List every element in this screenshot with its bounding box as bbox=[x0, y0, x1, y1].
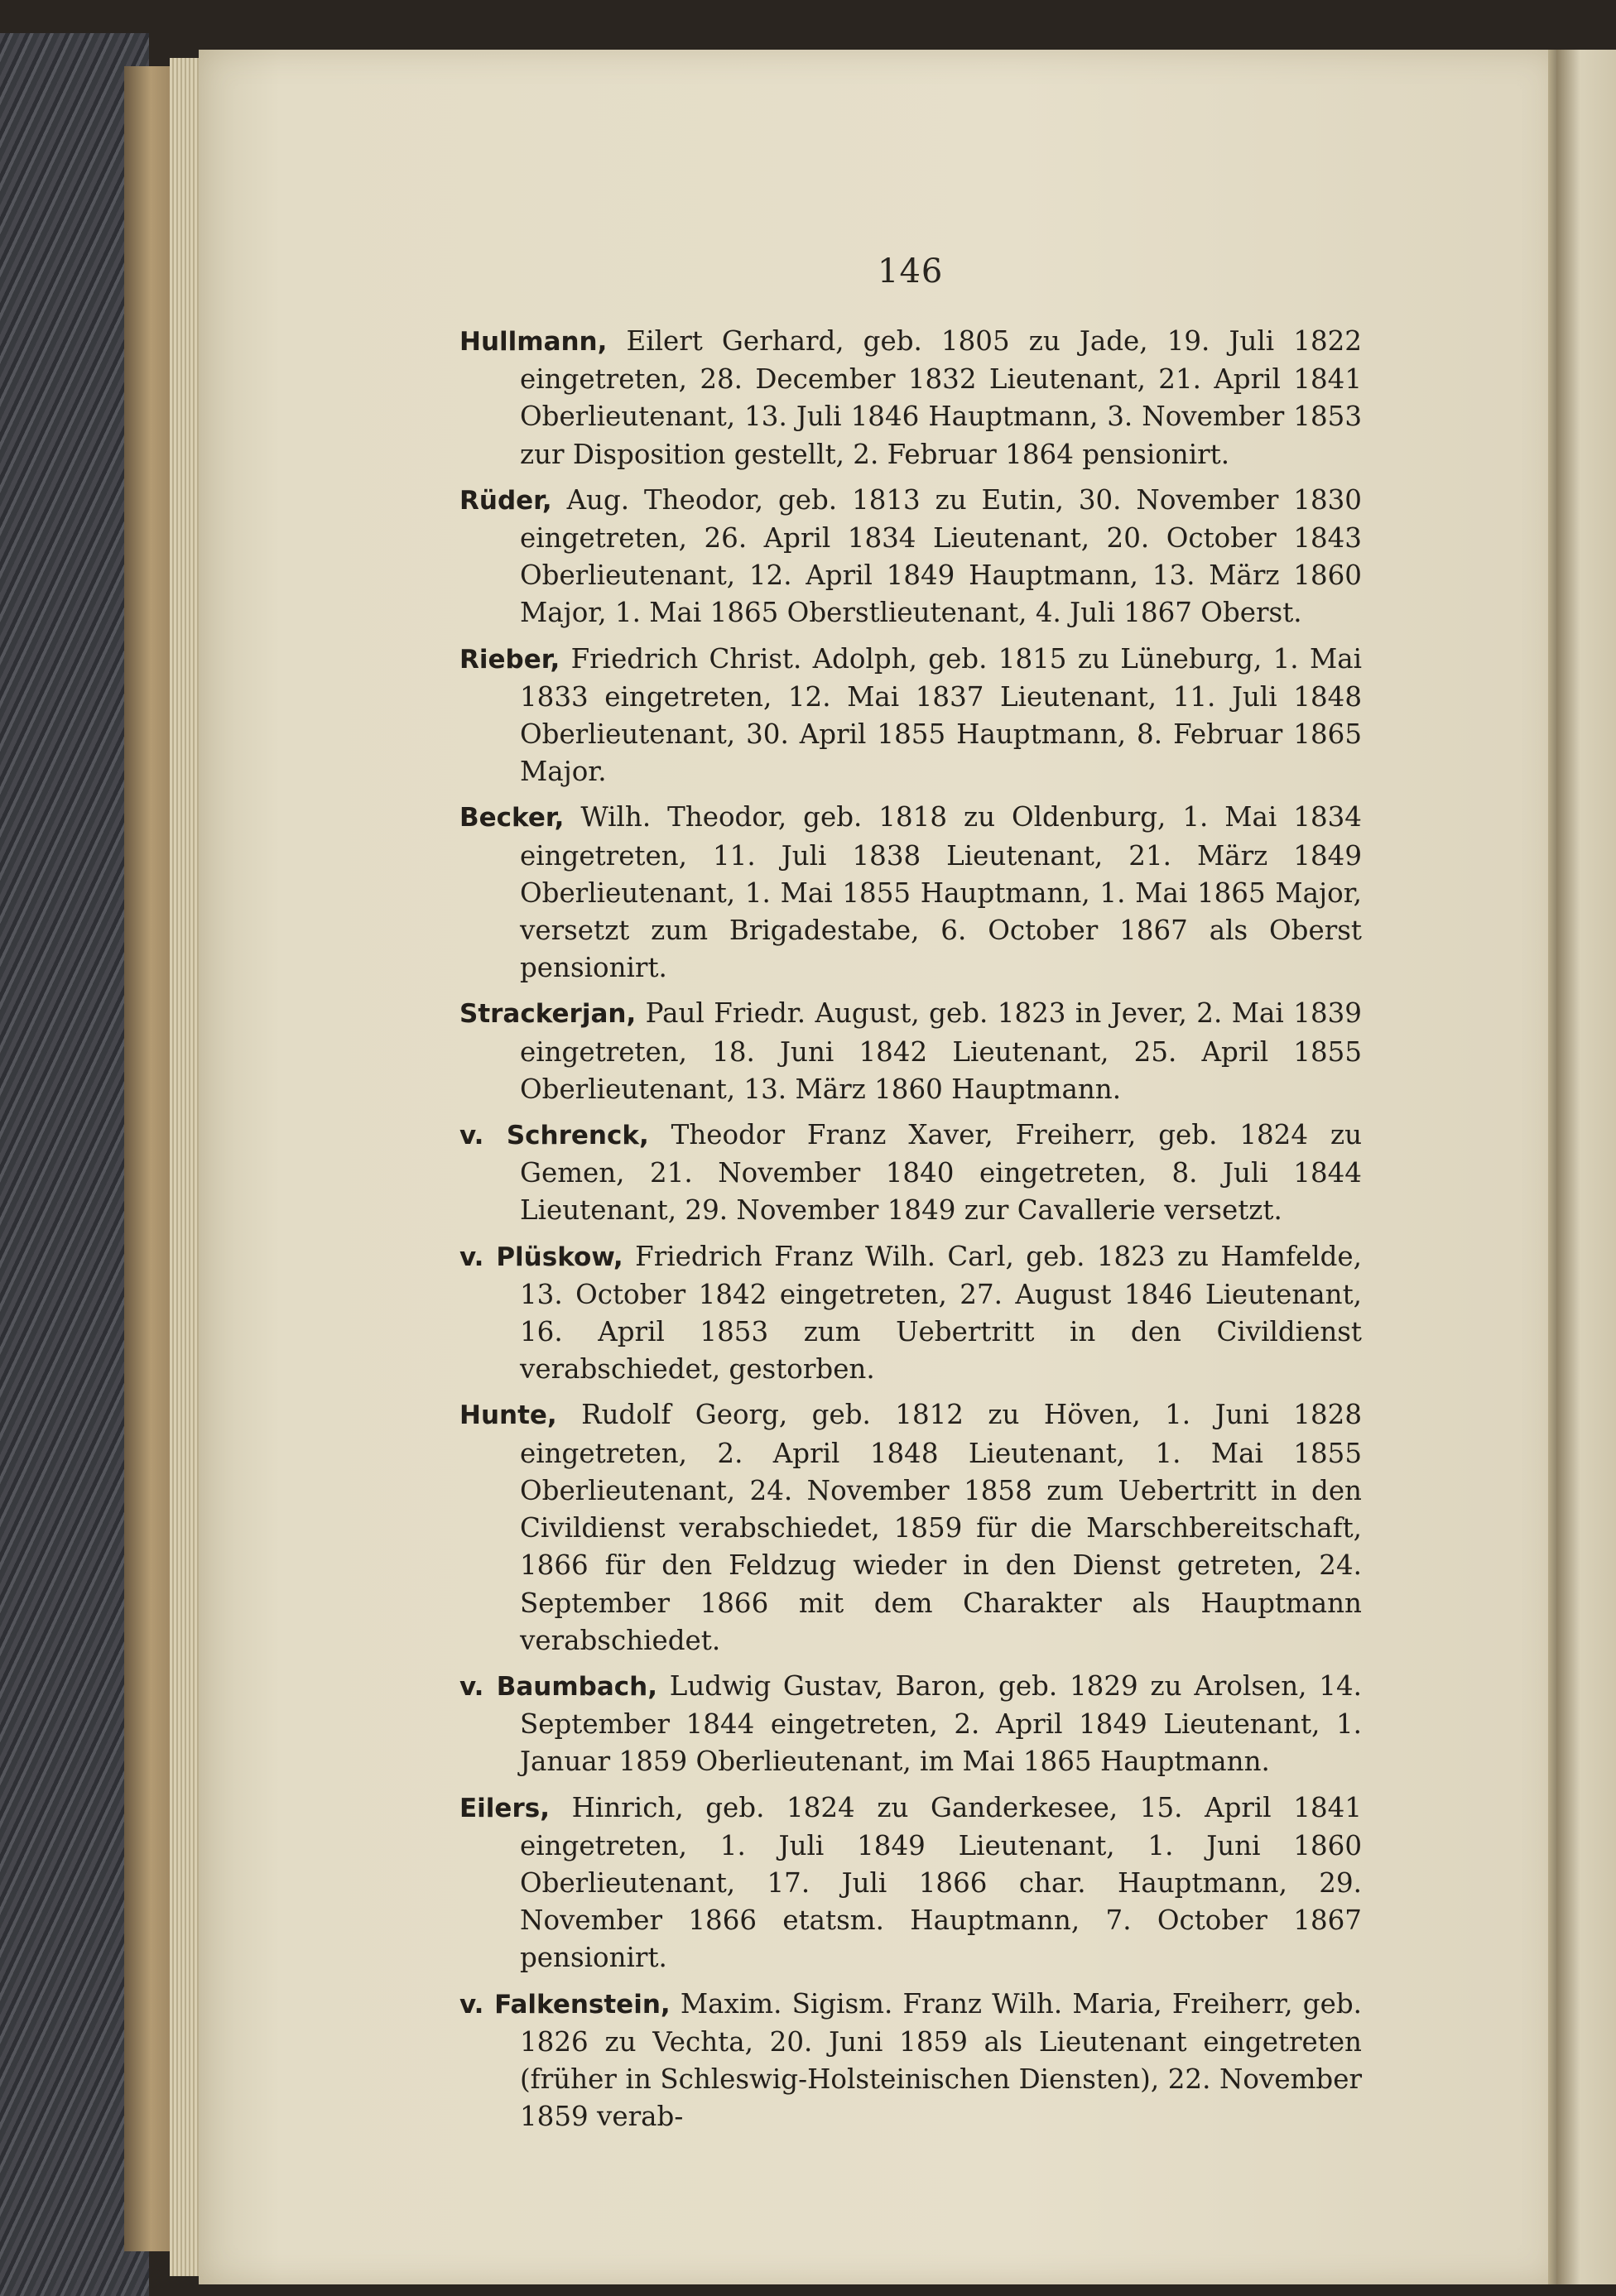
entry-text: Paul Friedr. August, geb. 1823 in Jever, 2. Mai 1839 eingetreten, 18. Juni 1842 Lieutenant, 25. April 1855 Oberlieutenant, 13. März 1860 Hauptmann. bbox=[520, 997, 1362, 1105]
entry-text: Hinrich, geb. 1824 zu Ganderkesee, 15. April 1841 eingetreten, 1. Juli 1849 Lieutenant, 1. Juni 1860 Oberlieutenant, 17. Juli 1866 char. Hauptmann, 29. November 1866 etatsm. Hauptmann, 7. October 1867 pensionirt. bbox=[520, 1791, 1362, 1974]
entry-text: Theodor Franz Xaver, Freiherr, geb. 1824 zu Gemen, 21. November 1840 eingetreten, 8. Juli 1844 Lieutenant, 29. November 1849 zur Cavallerie versetzt. bbox=[520, 1119, 1362, 1227]
entry-text: Friedrich Christ. Adolph, geb. 1815 zu Lüneburg, 1. Mai 1833 eingetreten, 12. Mai 1837 Lieutenant, 11. Juli 1848 Oberlieutenant, 30. April 1855 Hauptmann, 8. Februar 1865 Major. bbox=[520, 642, 1362, 788]
entry bbox=[459, 995, 1362, 1108]
entry bbox=[459, 1238, 1362, 1389]
entry bbox=[459, 799, 1362, 987]
entry-name: Hunte, bbox=[459, 1400, 557, 1431]
entry-name: v. Plüskow, bbox=[459, 1242, 623, 1272]
entry-text: Friedrich Franz Wilh. Carl, geb. 1823 zu Hamfelde, 13. October 1842 eingetreten, 27. August 1846 Lieutenant, 16. April 1853 zum Uebertritt in den Civildienst verabschiedet, gestorben. bbox=[520, 1240, 1362, 1386]
entry bbox=[459, 482, 1362, 632]
entry-name: Becker, bbox=[459, 803, 565, 833]
page-text bbox=[459, 323, 1362, 2144]
entry bbox=[459, 641, 1362, 791]
entry-name: Hullmann, bbox=[459, 327, 608, 357]
entry-name: v. Schrenck, bbox=[459, 1121, 649, 1151]
entry bbox=[459, 1986, 1362, 2136]
entry-name: v. Baumbach, bbox=[459, 1671, 657, 1702]
entry-name: Rüder, bbox=[459, 485, 552, 516]
entry-text: Ludwig Gustav, Baron, geb. 1829 zu Arolsen, 14. September 1844 eingetreten, 2. April 1849 Lieutenant, 1. Januar 1859 Oberlieutenant, im Mai 1865 Hauptmann. bbox=[520, 1669, 1362, 1778]
entry-name: Eilers, bbox=[459, 1793, 550, 1823]
entry bbox=[459, 323, 1362, 473]
entry-text: Wilh. Theodor, geb. 1818 zu Oldenburg, 1. Mai 1834 eingetreten, 11. Juli 1838 Lieutenant, 21. März 1849 Oberlieutenant, 1. Mai 1855 Hauptmann, 1. Mai 1865 Major, versetzt zum Brigadestabe, 6. October 1867 als Oberst pensionirt. bbox=[520, 801, 1362, 984]
entry-text: Aug. Theodor, geb. 1813 zu Eutin, 30. November 1830 eingetreten, 26. April 1834 Lieutenant, 20. October 1843 Oberlieutenant, 12. April 1849 Hauptmann, 13. März 1860 Major, 1. Mai 1865 Oberstlieutenant, 4. Juli 1867 Oberst. bbox=[520, 483, 1362, 629]
entry bbox=[459, 1668, 1362, 1781]
entry bbox=[459, 1396, 1362, 1659]
entry-text: Rudolf Georg, geb. 1812 zu Höven, 1. Juni 1828 eingetreten, 2. April 1848 Lieutenant, 1. Mai 1855 Oberlieutenant, 24. November 1858 zum Uebertritt in den Civildienst verabschiedet, 1859 für die Marschbereitschaft, 1866 für den Feldzug wieder in den Dienst getreten, 24. September 1866 mit dem Charakter als Hauptmann verabschiedet. bbox=[520, 1399, 1362, 1656]
entry bbox=[459, 1789, 1362, 1977]
entry-name: Strackerjan, bbox=[459, 999, 637, 1030]
entry-text: Eilert Gerhard, geb. 1805 zu Jade, 19. Juli 1822 eingetreten, 28. December 1832 Lieutenant, 21. April 1841 Oberlieutenant, 13. Juli 1846 Hauptmann, 3. November 1853 zur Disposition gestellt, 2. Februar 1864 pensionirt. bbox=[520, 325, 1362, 470]
entry-name: v. Falkenstein, bbox=[459, 1989, 671, 2020]
facing-page-edge bbox=[1556, 50, 1616, 2284]
entry-name: Rieber, bbox=[459, 644, 560, 675]
entry bbox=[459, 1117, 1362, 1230]
entry-text: Maxim. Sigism. Franz Wilh. Maria, Freiherr, geb. 1826 zu Vechta, 20. Juni 1859 als Lieutenant eingetreten (früher in Schleswig-Holsteinischen Diensten), 22. November 1859 verab- bbox=[520, 1987, 1362, 2133]
page-number: 146 bbox=[878, 252, 944, 291]
